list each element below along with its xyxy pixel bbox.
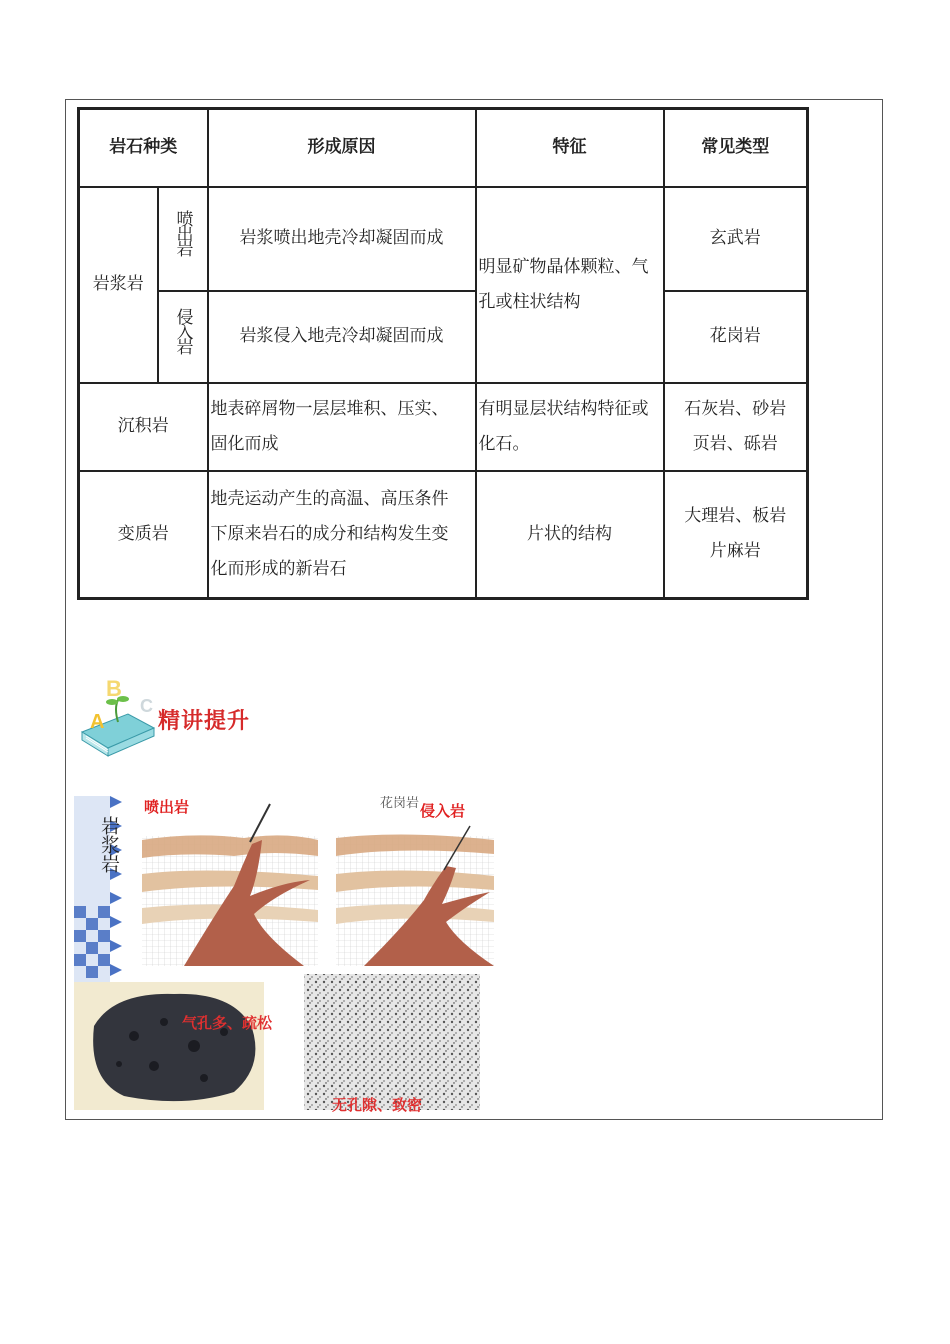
table-row-intrusive	[79, 291, 808, 383]
figure-illustration	[74, 796, 496, 1114]
figure-side-label: 岩浆岩	[98, 816, 120, 873]
sedimentary-cause-line1: 地表碎屑物一层层堆积、压实、	[210, 398, 449, 419]
granite-photo	[264, 974, 480, 1110]
granite-note: 无孔隙、致密	[332, 1096, 423, 1114]
letter-a: A	[90, 711, 105, 733]
metamorphic-cause-line1: 地壳运动产生的高温、高压条件	[210, 488, 449, 509]
metamorphic-feature: 片状的结构	[476, 471, 664, 599]
intrusive-cause: 岩浆侵入地壳冷却凝固而成	[208, 291, 476, 383]
header-cause: 形成原因	[208, 109, 476, 187]
sedimentary-example-line2: 页岩、砾岩	[692, 433, 778, 454]
table-row-extrusive	[79, 187, 808, 291]
figure-granite-label: 花岗岩	[380, 796, 420, 811]
metamorphic-example	[664, 471, 808, 599]
magma-rock-label: 岩浆岩	[79, 187, 158, 383]
metamorphic-example-line2: 片麻岩	[709, 541, 761, 562]
extrusive-cause: 岩浆喷出地壳冷却凝固而成	[208, 187, 476, 291]
header-rock-type: 岩石种类	[79, 109, 208, 187]
intrusive-cross-section	[336, 826, 494, 966]
extrusive-label-cell	[158, 187, 208, 291]
section-header	[78, 672, 278, 762]
letter-b: B	[106, 676, 122, 701]
extrusive-cross-section	[142, 804, 318, 966]
abc-book-icon	[78, 672, 158, 762]
metamorphic-cause-line3: 化而形成的新岩石	[210, 558, 347, 579]
rock-table	[77, 107, 809, 600]
header-feature: 特征	[476, 109, 664, 187]
sedimentary-cause	[208, 383, 476, 471]
magma-feature-line2: 孔或柱状结构	[478, 291, 581, 312]
magma-feature	[476, 187, 664, 383]
sedimentary-example	[664, 383, 808, 471]
extrusive-label: 喷出岩	[172, 209, 193, 255]
table-row-sedimentary	[79, 383, 808, 471]
intrusive-example: 花岗岩	[664, 291, 808, 383]
sedimentary-feature-line1: 有明显层状结构特征或	[478, 398, 649, 419]
sedimentary-example-line1: 石灰岩、砂岩	[684, 398, 787, 419]
extrusive-example: 玄武岩	[664, 187, 808, 291]
section-title: 精讲提升	[158, 709, 251, 734]
figure-extrusive-label: 喷出岩	[144, 798, 190, 816]
magma-feature-line1: 明显矿物晶体颗粒、气	[478, 256, 649, 277]
table-row-metamorphic	[79, 471, 808, 599]
metamorphic-cause	[208, 471, 476, 599]
sedimentary-feature	[476, 383, 664, 471]
header-common-types: 常见类型	[664, 109, 808, 187]
intrusive-label-cell	[158, 291, 208, 383]
sedimentary-label: 沉积岩	[79, 383, 208, 471]
magma-rock-figure	[74, 796, 496, 1114]
metamorphic-cause-line2: 下原来岩石的成分和结构发生变	[210, 523, 449, 544]
table-header-row	[79, 109, 808, 187]
intrusive-label: 侵入岩	[172, 307, 193, 353]
sedimentary-cause-line2: 固化而成	[210, 433, 279, 454]
basalt-note: 气孔多、疏松	[182, 1014, 273, 1032]
sedimentary-feature-line2: 化石。	[478, 433, 530, 454]
metamorphic-label: 变质岩	[79, 471, 208, 599]
metamorphic-example-line1: 大理岩、板岩	[684, 506, 787, 527]
basalt-photo	[74, 982, 264, 1110]
figure-intrusive-label: 侵入岩	[420, 802, 466, 820]
letter-c: C	[140, 696, 153, 716]
